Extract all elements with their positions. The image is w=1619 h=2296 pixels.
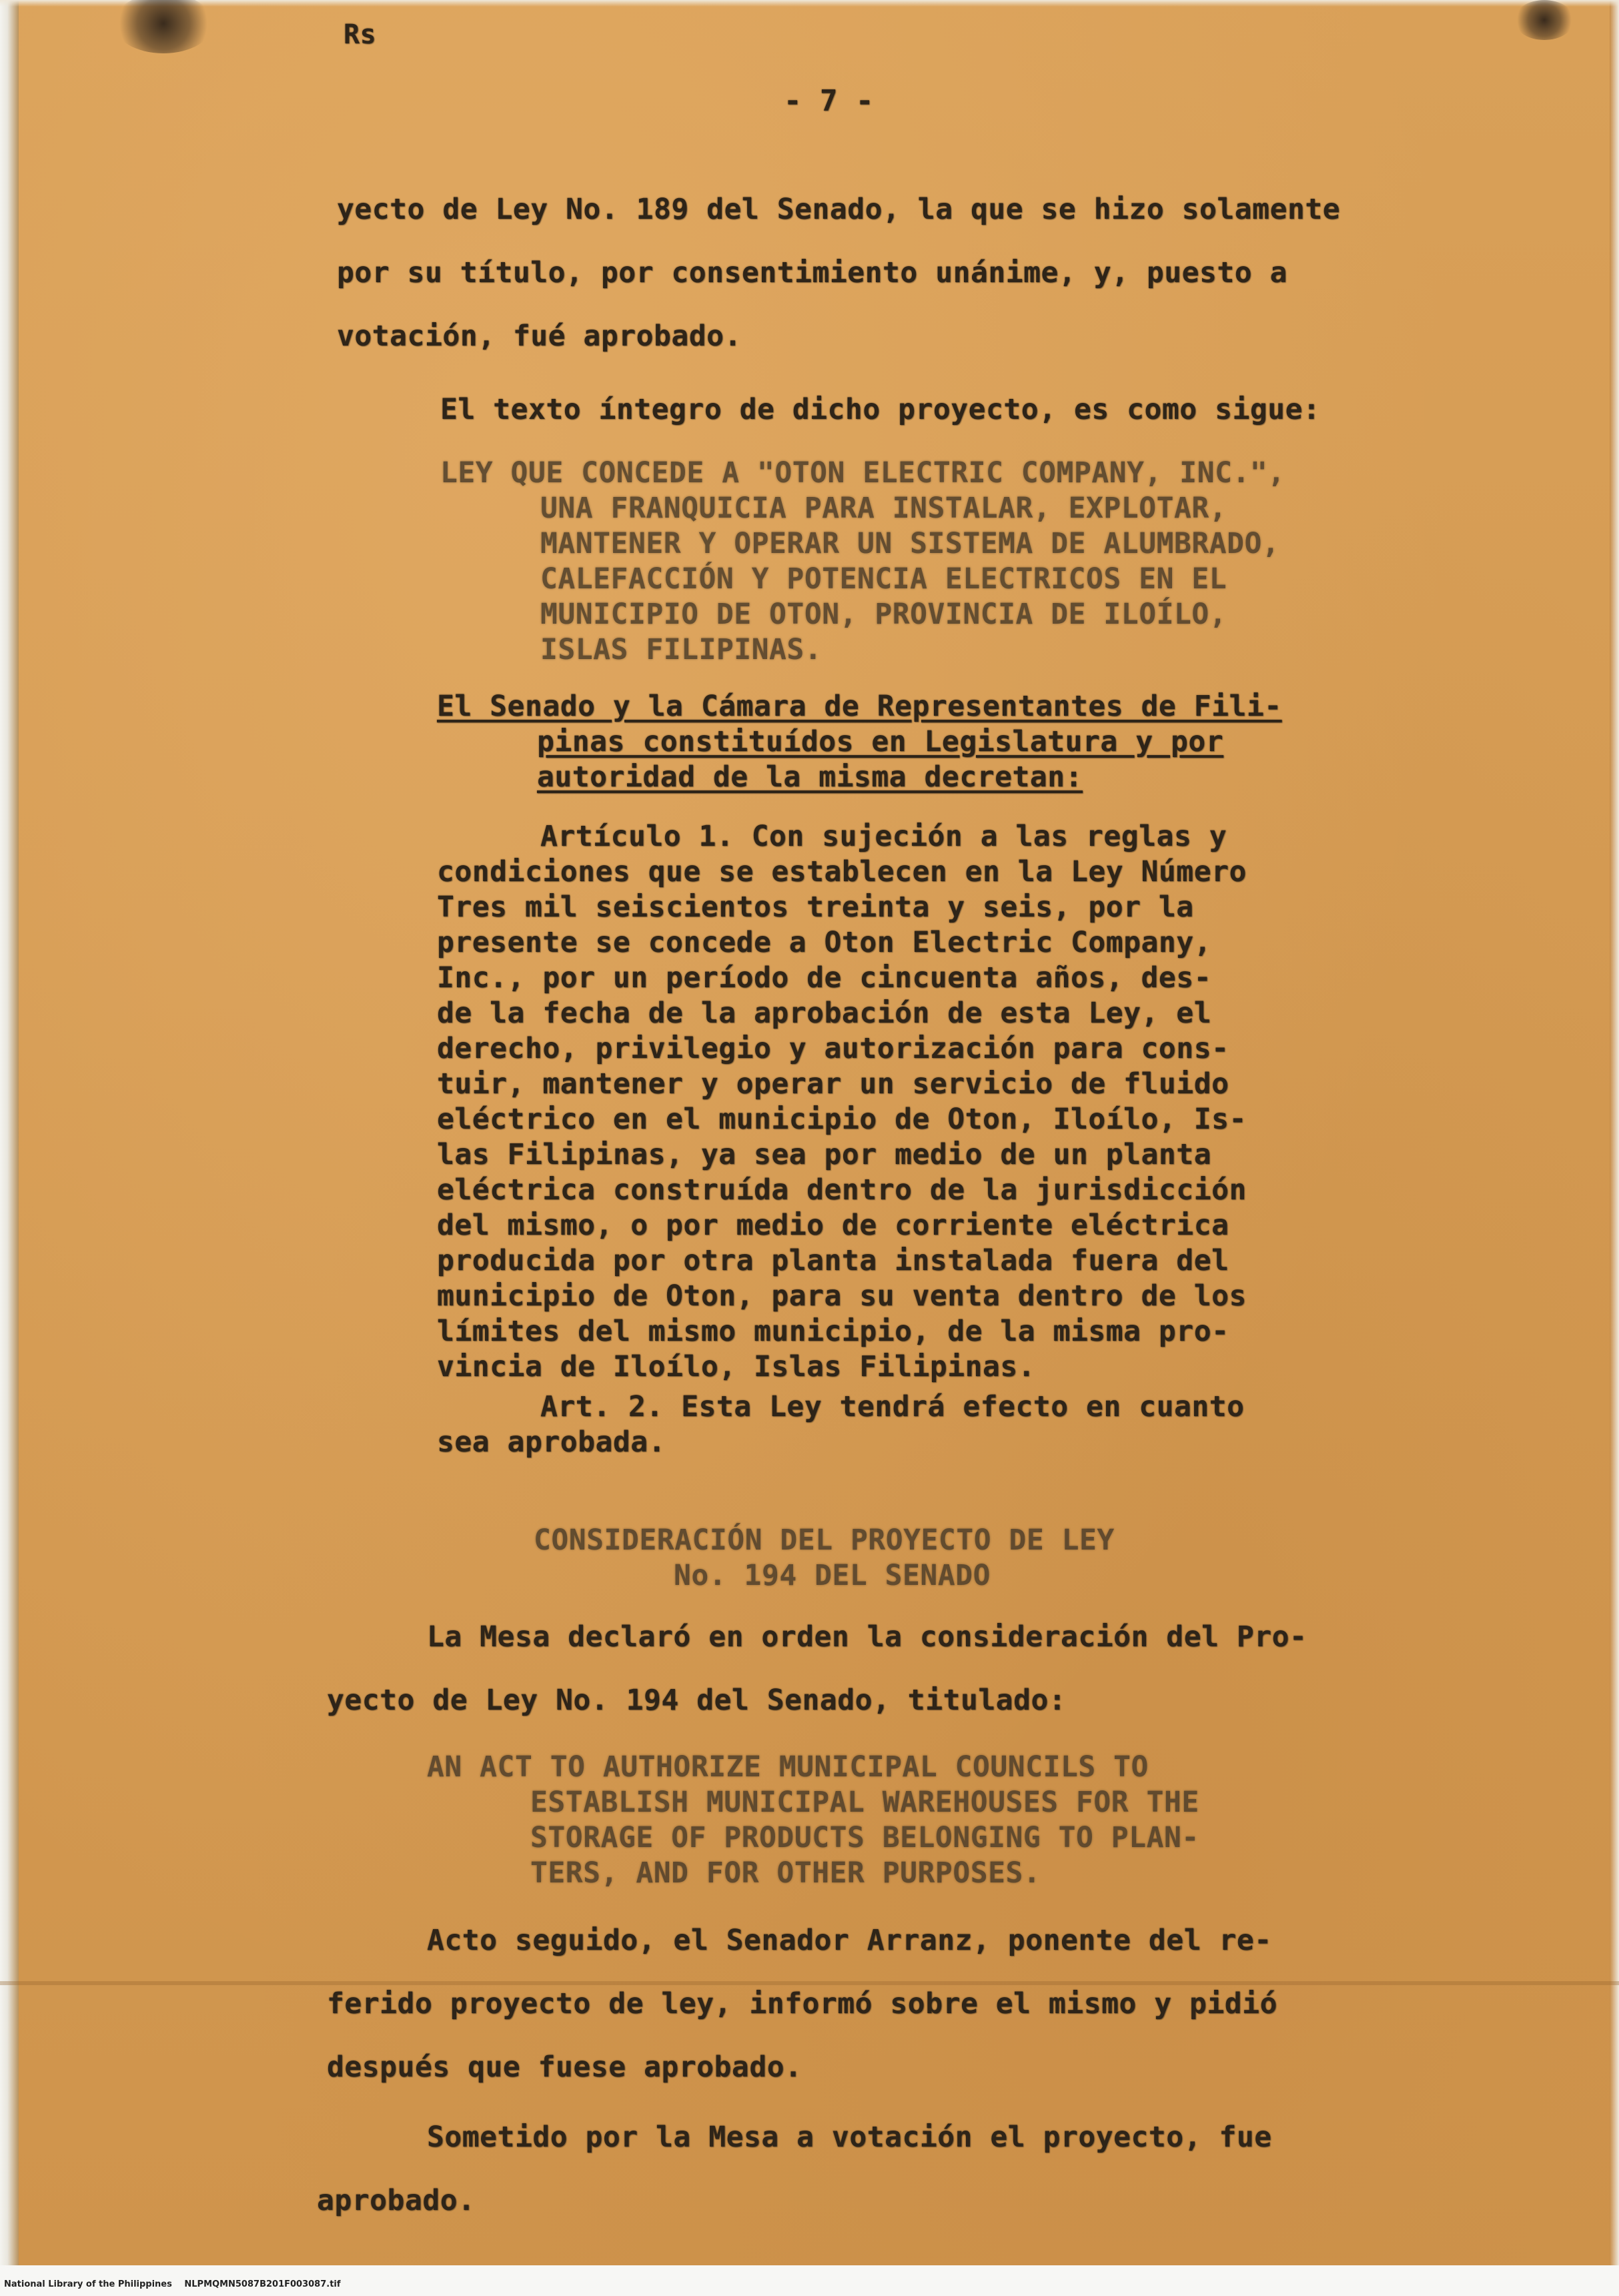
arranz-line: después que fuese aprobado. — [327, 2051, 802, 2084]
enacting-line: El Senado y la Cámara de Representantes de Fili- — [437, 690, 1282, 723]
text-intro: El texto íntegro de dicho proyecto, es como sigue: — [440, 393, 1321, 426]
article1-line: producida por otra planta instalada fuera del — [437, 1244, 1229, 1277]
article1-line: de la fecha de la aprobación de esta Ley, el — [437, 997, 1212, 1030]
article1-line: límites del mismo municipio, de la misma pro- — [437, 1315, 1229, 1348]
bill-title-line: MANTENER Y OPERAR UN SISTEMA DE ALUMBRADO, — [540, 527, 1280, 560]
final-line: aprobado. — [317, 2184, 476, 2217]
article1-line: del mismo, o por medio de corriente eléctrica — [437, 1209, 1229, 1242]
consideration-line: yecto de Ley No. 194 del Senado, titulado: — [327, 1684, 1067, 1717]
scan-top-edge — [0, 0, 1619, 7]
article1-line: tuir, mantener y operar un servicio de fluido — [437, 1067, 1229, 1101]
bill-title-line: MUNICIPIO DE OTON, PROVINCIA DE ILOÍLO, — [540, 598, 1227, 631]
consideration-heading: No. 194 DEL SENADO — [674, 1559, 991, 1592]
article1-line: Inc., por un período de cincuenta años, des- — [437, 961, 1212, 995]
article1-line: Tres mil seiscientos treinta y seis, por la — [437, 891, 1194, 924]
page-number: - 7 - — [784, 84, 874, 118]
act-title-line: ESTABLISH MUNICIPAL WAREHOUSES FOR THE — [530, 1786, 1199, 1819]
consideration-line: La Mesa declaró en orden la consideración del Pro- — [427, 1620, 1307, 1654]
scan-left-edge — [0, 0, 19, 2296]
act-title-line: AN ACT TO AUTHORIZE MUNICIPAL COUNCILS TO — [427, 1750, 1149, 1784]
article1-line: municipio de Oton, para su venta dentro de los — [437, 1279, 1247, 1313]
intro-line: votación, fué aprobado. — [337, 320, 742, 353]
intro-line: yecto de Ley No. 189 del Senado, la que se hizo solamente — [337, 193, 1341, 226]
act-title-line: STORAGE OF PRODUCTS BELONGING TO PLAN- — [530, 1821, 1199, 1854]
article1-line: derecho, privilegio y autorización para cons- — [437, 1032, 1229, 1065]
article1-line: vincia de Iloílo, Islas Filipinas. — [437, 1350, 1036, 1383]
consideration-heading: CONSIDERACIÓN DEL PROYECTO DE LEY — [534, 1524, 1115, 1557]
bill-title-line: LEY QUE CONCEDE A "OTON ELECTRIC COMPANY, INC.", — [440, 456, 1285, 490]
arranz-line: Acto seguido, el Senador Arranz, ponente del re- — [427, 1924, 1272, 1957]
file-id: NLPMQMN5087B201F003087.tif — [184, 2279, 341, 2289]
scan-footer — [4, 2279, 350, 2289]
article1-line: Artículo 1. Con sujeción a las reglas y — [540, 820, 1227, 853]
bill-title-line: UNA FRANQUICIA PARA INSTALAR, EXPLOTAR, — [540, 492, 1227, 525]
article1-line: las Filipinas, ya sea por medio de un planta — [437, 1138, 1212, 1171]
article1-line: eléctrico en el municipio de Oton, Iloílo, Is- — [437, 1103, 1247, 1136]
article2-line: Art. 2. Esta Ley tendrá efecto en cuanto — [540, 1390, 1245, 1423]
act-title-line: TERS, AND FOR OTHER PURPOSES. — [530, 1856, 1041, 1890]
final-line: Sometido por la Mesa a votación el proyecto, fue — [427, 2121, 1272, 2154]
bill-title-line: ISLAS FILIPINAS. — [540, 633, 823, 666]
paper-fold — [0, 1981, 1619, 1985]
arranz-line: ferido proyecto de ley, informó sobre el mismo y pidió — [327, 1987, 1277, 2021]
scan-right-edge — [1610, 0, 1619, 2296]
enacting-line: pinas constituídos en Legislatura y por — [537, 725, 1224, 758]
article1-line: eléctrica construída dentro de la jurisdicción — [437, 1173, 1247, 1207]
article2-line: sea aprobada. — [437, 1425, 666, 1459]
bill-title-line: CALEFACCIÓN Y POTENCIA ELECTRICOS EN EL — [540, 562, 1227, 596]
intro-line: por su título, por consentimiento unánime, y, puesto a — [337, 256, 1287, 290]
typist-initials: Rs — [344, 19, 377, 50]
ink-stain — [1514, 0, 1574, 40]
library-name: National Library of the Philippines — [4, 2279, 172, 2289]
article1-line: condiciones que se establecen en la Ley Número — [437, 855, 1247, 889]
enacting-line: autoridad de la misma decretan: — [537, 760, 1083, 794]
article1-line: presente se concede a Oton Electric Company, — [437, 926, 1212, 959]
ink-stain — [113, 0, 213, 53]
